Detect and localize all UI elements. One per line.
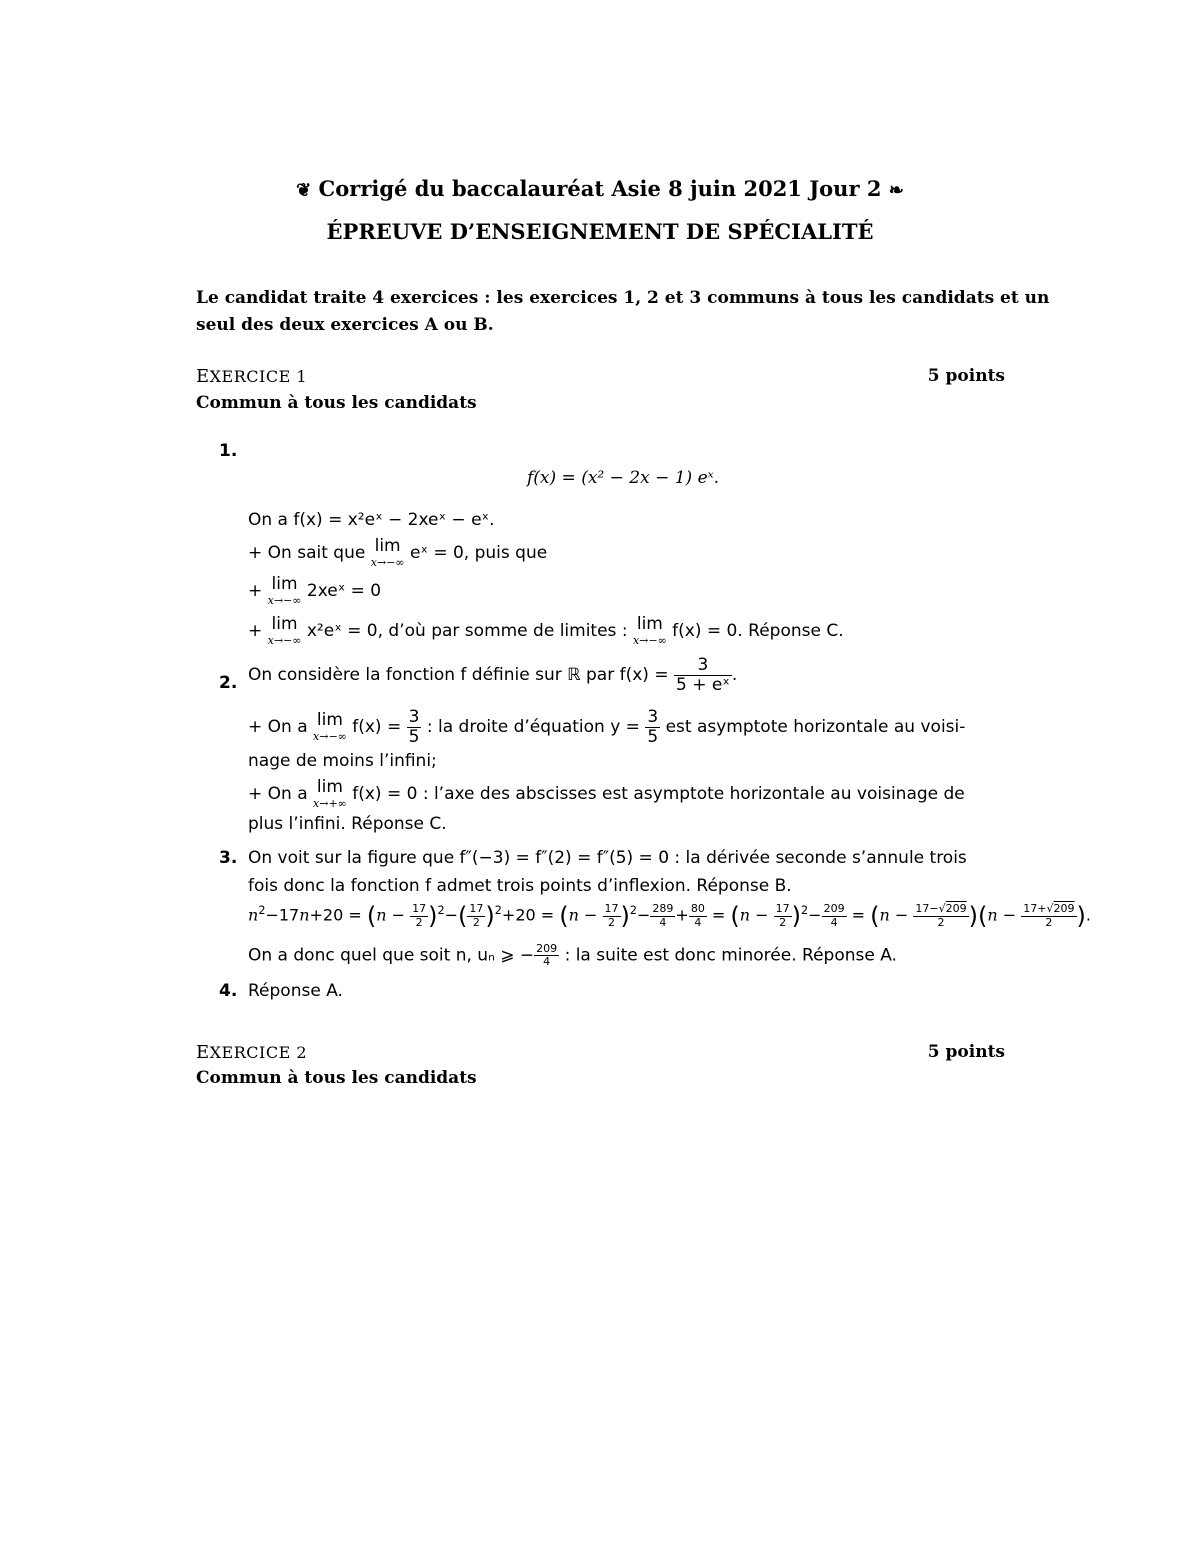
page-title [0,176,1200,201]
question-4-number: 4. [219,981,238,1001]
q1-limit-xexp: + lim x→−∞ 2xeˣ = 0 [248,574,382,607]
q2-asymptote-minus-inf: + On a lim x→−∞ f(x) = $\frac{3}{5}$ : la droite d’équation y = $\frac{3}{5}$ est asymptote horizontale au voisi- [248,707,966,747]
exercise-1-audience: Commun à tous les candidats [196,393,477,413]
q3-line-2: fois donc la fonction f admet trois points d’inflexion. Réponse B. [248,876,792,896]
exercise-2-title: EXERCICE 2 [196,1042,308,1063]
q2-answer: plus l’infini. Réponse C. [248,814,447,834]
question-2-number: 2. [219,673,238,693]
intro-line-1: Le candidat traite 4 exercices : les exercices 1, 2 et 3 communs à tous les candidats et un [196,288,1050,308]
q4-answer: Réponse A. [248,981,343,1001]
page-subtitle: ÉPREUVE D’ENSEIGNEMENT DE SPÉCIALITÉ [326,219,874,244]
q2-statement: On considère la fonction f définie sur ℝ par f(x) = $\frac{3}{\text{5 + eˣ}}$ . [248,655,738,695]
limit-operator: lim x→+∞ [313,777,347,810]
q1-limit-exp: + On sait que lim x→−∞ eˣ = 0, puis que [248,536,548,569]
limit-operator: lim x→−∞ [313,710,347,744]
q3-line-1: On voit sur la figure que f″(−3) = f″(2) = f″(5) = 0 : la dérivée seconde s’annule trois [248,848,967,868]
q1-limit-conclusion: + lim x→−∞ x²eˣ = 0, d’où par somme de limites : lim x→−∞ f(x) = 0. Réponse C. [248,614,844,647]
exercise-2-points: 5 points [927,1042,1005,1062]
q3-factorization: $n^2-17n+20 = (n$ − $\frac{17}{2}$ )$^2$−( $\frac{17}{2}$ )$^2$+20 = (n − $\frac{17}{2}$ )$^2$− $\frac{289}{4}$ + $\frac{80}{4}$ = (n − $\frac{17}{2}$ )$^2$− $\frac{209}{4}$ = (n − $\frac{17-√209}{2}$ )(n − $\frac{17+√209}{2}$ ). [248,902,1091,930]
q3-conclusion: On a donc quel que soit n, uₙ ⩾ − $\frac{209}{4}$ : la suite est donc minorée. Réponse A. [248,942,897,969]
limit-operator: lim x→−∞ [632,614,667,647]
q1-expansion: On a f(x) = x²eˣ − 2xeˣ − eˣ. [248,510,495,530]
limit-operator: lim x→−∞ [267,614,302,647]
ornament-right-icon: ❧ [888,180,904,201]
title-text: Corrigé du baccalauréat Asie 8 juin 2021 Jour 2 [318,176,882,201]
intro-line-2: seul des deux exercices A ou B. [196,315,494,335]
ornament-left-icon: ❦ [296,180,312,201]
fraction: $\frac{3}{5}$ [647,707,659,747]
q2-asymptote-line-2: nage de moins l’infini; [248,751,437,771]
limit-operator: lim x→−∞ [267,574,302,607]
exercise-2-audience: Commun à tous les candidats [196,1068,477,1088]
limit-operator: lim x→−∞ [370,536,405,569]
fraction: $\frac{209}{4}$ [536,942,558,969]
fraction: $\frac{3}{\text{5 + eˣ}}$ [675,655,730,695]
q2-asymptote-plus-inf: + On a lim x→+∞ f(x) = 0 : l’axe des abscisses est asymptote horizontale au voisinage de [248,777,965,810]
exercise-1-title: EXERCICE 1 [196,366,308,387]
exercise-1-points: 5 points [927,366,1005,386]
question-1-number: 1. [219,441,238,461]
question-3-number: 3. [219,848,238,868]
fraction: $\frac{3}{5}$ [408,707,420,747]
q1-function-definition: f(x) = (x² − 2x − 1) eˣ. [527,468,720,488]
